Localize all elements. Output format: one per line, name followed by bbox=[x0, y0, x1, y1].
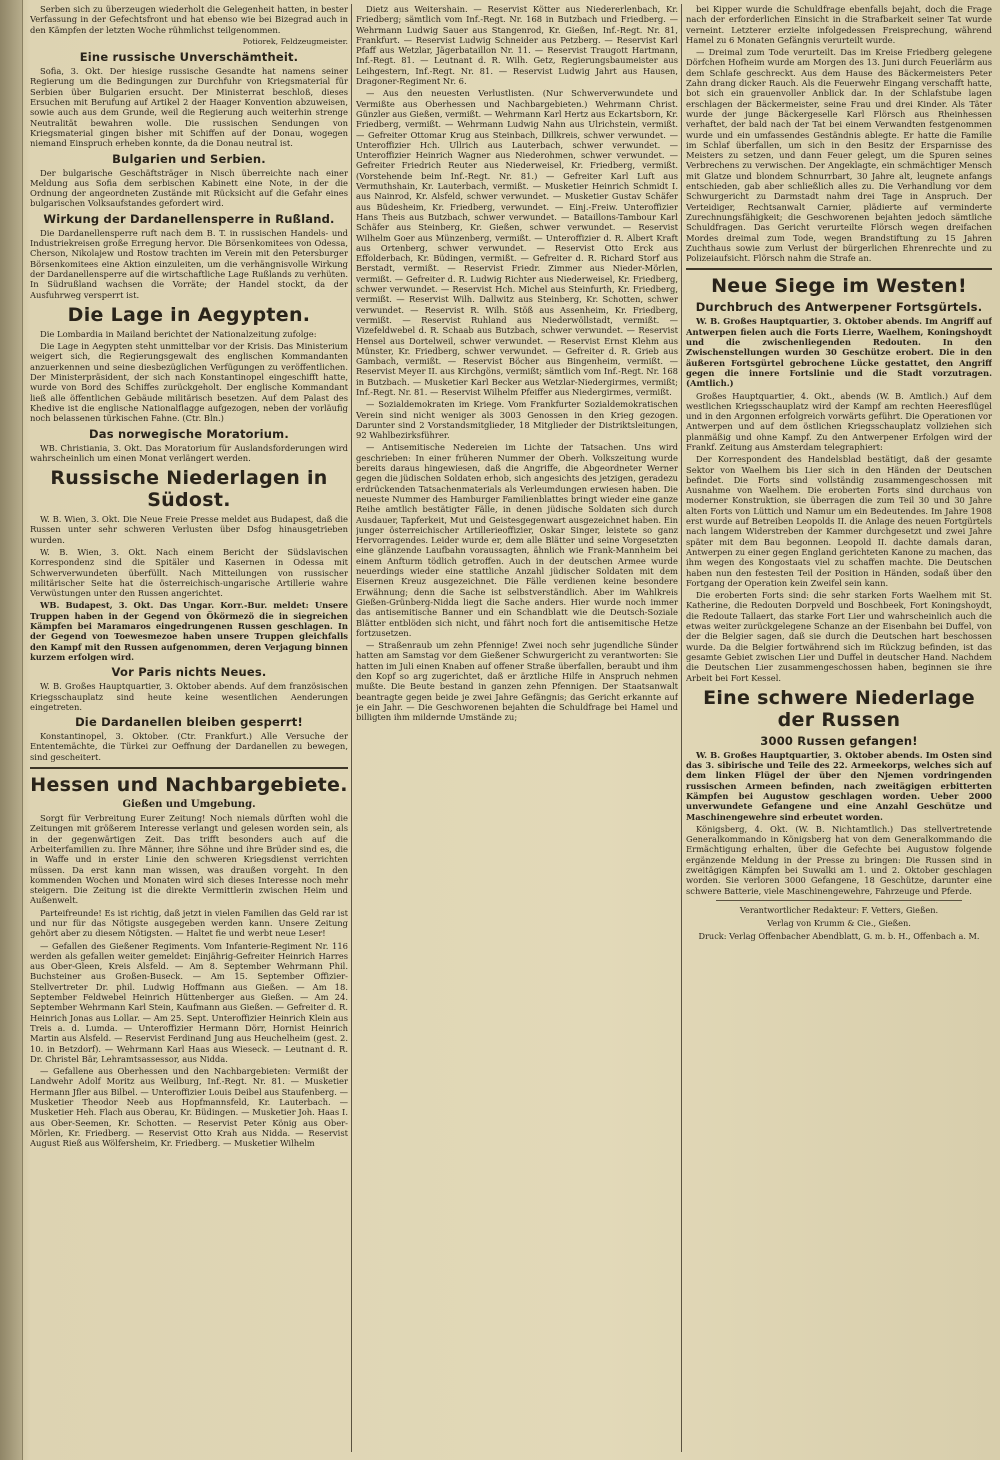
article-paragraph: W. B. Großes Hauptquartier, 3. Oktober abends. Auf dem französischen Kriegsschauplatz sind heute keine wesentlichen Aenderungen eingetreten. bbox=[30, 681, 348, 712]
article-paragraph: Der bulgarische Geschäftsträger in Nisch überreichte nach einer Meldung aus Sofia dem serbischen Kabinett eine Note, in der die Ordnung der angeordneten Zustände mit Rücksicht auf die Gefahr eines bulgarischen Volksaufstandes gefordert wird. bbox=[30, 167, 348, 209]
article-paragraph: W. B. Wien, 3. Okt. Die Neue Freie Presse meldet aus Budapest, daß die Russen unter sehr schweren Verlusten über Dsfog hinausgetrieben wurden. bbox=[30, 514, 348, 545]
article-paragraph: — Antisemitische Nedereien im Lichte der Tatsachen. Uns wird geschrieben: In einer früheren Nummer der Oberh. Volkszeitung wurde bereits daraus hingewiesen, daß die Angriffe, die Abgeordneter Werner gegen die jüdischen Soldaten erhob, sich angesichts des jetzigen, geradezu erdrückenden Tatsachenmaterials als Verleumdungen erwiesen haben. Die neueste Nummer des Hamburger Familienblattes bringt wieder eine ganze Reihe amtlich bestätigter Fälle, in denen jüdische Soldaten sich durch Ausdauer, Tapferkeit, Mut und Geistesgegenwart ausgezeichnet haben. Ein junger österreichischer Artillerieoffizier, Oskar Singer, leistete so ganz Hervorragendes. Leider wurde er, dem alle Blätter und seine Vorgesetzten eine glänzende Laufbahn voraussagten, ähnlich wie Frank-Mannheim bei einem Anfturm tödlich getroffen. Auch in der deutschen Armee wurde neuerdings wieder eine stattliche Anzahl jüdischer Soldaten mit dem Eisernen Kreuz ausgezeichnet. Die Fälle verdienen keine besondere Erwähnung; denn die Sache ist selbstverständlich. Aber im Wahlkreis Gießen-Grünberg-Nidda liegt die Sache anders. Hier wurde noch immer das antisemitische Banner und ein Schandblatt wie die Deutsch-Soziale Blätter entblöden sich nicht, und fährt noch fort die antisemitische Hetze fortzusetzen. bbox=[356, 442, 678, 638]
column-rule bbox=[681, 4, 682, 1452]
binding-margin bbox=[0, 0, 23, 1460]
column-2 bbox=[356, 4, 678, 1456]
section-headline: Hessen und Nachbargebiete. bbox=[30, 774, 348, 797]
article-paragraph: Die eroberten Forts sind: die sehr starken Forts Waelhem mit St. Katherine, die Redouten Dorpveld und Boschbeek, Fort Koningshoydt, die Redoute Tallaert, das starke Fort Lier und wahrscheinlich auch die etwas weiter zurückgelegene Schanze an der Eisenbahn bei Duffel, von der die Belgier sagen, daß sie durch die Deutschen hart beschossen wurde. Da die Belgier fortwährend sich im Rückzug befinden, ist das gesamte Gebiet zwischen Lier und Duffel in deutscher Hand. Nachdem die Deutschen Lier zusammengeschossen haben, beginnen sie ihre Arbeit bei Fort Kessel. bbox=[686, 590, 992, 683]
column-rule bbox=[351, 4, 352, 1452]
headline: Bulgarien und Serbien. bbox=[112, 151, 266, 166]
article-paragraph: W. B. Großes Hauptquartier, 3. Oktober abends. Im Angriff auf Antwerpen fielen auch die Forts Lierre, Waelhem, Koningshoydt und die zwischenliegenden Redouten. In den Zwischenstellungen wurden 30 Geschütze erobert. Die in den äußeren Fortsgürtel gebrochene Lücke gestattet, den Angriff gegen die innere Fortslinie und die Stadt vorzutragen. (Amtlich.) bbox=[686, 316, 992, 389]
footer-printer: Druck: Verlag Offenbacher Abendblatt, G. m. b. H., Offenbach a. M. bbox=[698, 930, 980, 941]
article-paragraph: bei Kipper wurde die Schuldfrage ebenfalls bejaht, doch die Frage nach der erforderlichen Einsicht in die Strafbarkeit seiner Tat wurde verneint. Letzterer erzielte infolgedessen Freisprechung, während Hamel zu 6 Monaten Gefängnis verurteilt wurde. bbox=[686, 4, 992, 45]
article-paragraph: WB. Christiania, 3. Okt. Das Moratorium für Auslandsforderungen wird wahrscheinlich um einen Monat verlängert werden. bbox=[30, 442, 348, 463]
subheadline: 3000 Russen gefangen! bbox=[760, 733, 918, 748]
headline: Eine schwere Niederlage der Russen bbox=[703, 686, 975, 731]
article-paragraph: WB. Budapest, 3. Okt. Das Ungar. Korr.-Bur. meldet: Unsere Truppen haben in der Gegend von Ökörmezö die in siegreichen Kämpfen bei Maramaros eingedrungenen Russen geschlagen. In der Gegend von Toewesmezoe haben unsere Truppen gleichfalls den Kampf mit den Russen aufgenommen, deren Verjagung binnen kurzem erfolgen wird. bbox=[30, 600, 348, 662]
footer-publisher: Verlag von Krumm & Cie., Gießen. bbox=[767, 917, 911, 928]
article-paragraph: W. B. Wien, 3. Okt. Nach einem Bericht der Südslavischen Korrespondenz sind die Spitäler und Kasernen in Odessa mit Schwerverwundeten überfüllt. Nach Mitteilungen von russischer militärischer Seite hat die österreichisch-ungarische Artillerie wahre Verwüstungen unter den Russen angerichtet. bbox=[30, 546, 348, 599]
article-paragraph: Die Lage in Aegypten steht unmittelbar vor der Krisis. Das Ministerium weigert sich, die Regierungsgewalt des englischen Kommandanten anzuerkennen und seine diesbezüglichen Verfügungen zu veröffentlichen. Der Ministerpräsident, der sich nach Konstantinopel eingeschifft hatte, wurde von Bord des Schiffes zurückgeholt. Der englische Kommandant ließ alle öffentlichen Gebäude militärisch besetzen. Auf dem Palast des Khedive ist die englische Nationalflagge aufgezogen, neben der vorläufig noch belassenen türkischen Fahne. (Ctr. Bln.) bbox=[30, 341, 348, 424]
article-paragraph: Konstantinopel, 3. Oktober. (Ctr. Frankfurt.) Alle Versuche der Ententemächte, die Türkei zur Oeffnung der Dardanellen zu bewegen, sind gescheitert. bbox=[30, 731, 348, 762]
article-paragraph: — Dreimal zum Tode verurteilt. Das im Kreise Friedberg gelegene Dörfchen Hofheim wurde am Morgen des 13. Juni durch Feuerlärm aus dem Schlafe geschreckt. Aus dem Hause des Bäckermeisters Peter Zahn drang dicker Rauch. Als die Feuerwehr Eingang verschafft hatte, bot sich ein grauenvoller Anblick dar. In der Schlafstube lagen erschlagen der Bäckermeister, seine Frau und drei Kinder. Als Täter wurde der junge Bäckergeselle Karl Flörsch aus Rheinhessen verhaftet, der bald nach der Tat bei einem Verwandten festgenommen wurde und ein umfassendes Geständnis ablegte. Er hatte die Familie im Schlaf überfallen, um sich in den Besitz der Ersparnisse des Meisters zu setzen, und dann Feuer gelegt, um die Spuren seines Verbrechens zu verwischen. Der Angeklagte, ein schmächtiger Mensch mit Glatze und blondem Schnurrbart, 30 Jahre alt, leugnete anfangs entschieden, gab aber schließlich alles zu. Die Verhandlung vor dem Schwurgericht zu Darmstadt nahm drei Tage in Anspruch. Der Verteidiger, Rechtsanwalt Carnier, plädierte auf verminderte Zurechnungsfähigkeit; die Geschworenen bejahten jedoch sämtliche Schuldfragen. Das Gericht verurteilte Flörsch wegen dreifachen Mordes dreimal zum Tode, wegen Brandstiftung zu 15 Jahren Zuchthaus sowie zum Verlust der bürgerlichen Ehrenrechte und zu Polizeiaufsicht. Flörsch nahm die Strafe an. bbox=[686, 47, 992, 264]
article-paragraph: Sofia, 3. Okt. Der hiesige russische Gesandte hat namens seiner Regierung um die Bedingungen zur Durchfuhr von Kriegsmaterial für Serbien über Bulgarien ersucht. Der Ministerrat beschloß, dieses Ersuchen mit Berufung auf Artikel 2 der Haager Konvention abzuweisen, sowie auch aus dem Grunde, weil die Regierung auch weiterhin strenge Neutralität bewahren wolle. Die russischen Sendungen von Kriegsmaterial gingen bisher mit Schiffen auf der Donau, wogegen niemand Einspruch erheben konnte, da die Donau neutral ist. bbox=[30, 66, 348, 149]
headline: Die Dardanellen bleiben gesperrt! bbox=[75, 715, 303, 730]
article-paragraph: Serben sich zu überzeugen wiederholt die Gelegenheit hatten, in bester Verfassung in der Gefechtsfront und hat ebenso wie bei Bizegrad auch in den Kämpfen der letzten Woche rühmlichst teilgenommen. bbox=[30, 4, 348, 35]
article-paragraph: — Sozialdemokraten im Kriege. Vom Frankfurter Sozialdemokratischen Verein sind nicht weniger als 3003 Genossen in den Krieg gezogen. Darunter sind 2 Vorstandsmitglieder, 18 Mitglieder der Distriktsleitungen, 92 Wahlbezirksführer. bbox=[356, 399, 678, 441]
article-paragraph: — Gefallen des Gießener Regiments. Vom Infanterie-Regiment Nr. 116 werden als gefallen weiter gemeldet: Einjährig-Gefreiter Heinrich Harres aus Ober-Gleen, Kreis Alsfeld. — Am 8. September Wehrmann Phil. Buchsteiner aus Großen-Buseck. — Am 15. September Offizier-Stellvertreter Dr. phil. Ludwig Hoffmann aus Gießen. — Am 18. September Feldwebel Heinrich Hüttenberger aus Gießen. — Am 24. September Wehrmann Karl Stein, Kaufmann aus Gießen. — Gefreiter d. R. Heinrich Jonas aus Lollar. — Am 25. Sept. Unteroffizier Heinrich Klein aus Treis a. d. Lumda. — Unteroffizier Hermann Dörr, Hornist Heinrich Martin aus Alsfeld. — Reservist Ferdinand Jung aus Heuchelheim (gest. 2. 10. in Betzdorf). — Wehrmann Karl Haas aus Wieseck. — Leutnant d. R. Dr. Christel Bär, Lehramtsassessor, aus Nidda. bbox=[30, 940, 348, 1064]
article-paragraph: Parteifreunde! Es ist richtig, daß jetzt in vielen Familien das Geld rar ist und nur für das Nötigste ausgegeben werden kann. Unsere Zeitung gehört aber zu diesem Nötigsten. — Haltet fie und werbt neue Leser! bbox=[30, 907, 348, 939]
subheadline: Durchbruch des Antwerpener Fortsgürtels. bbox=[695, 300, 983, 315]
article-paragraph: Dietz aus Weitershain. — Reservist Kötter aus Niedererlenbach, Kr. Friedberg; sämtlich vom Inf.-Regt. Nr. 168 in Butzbach und Friedberg. — Wehrmann Ludwig Sauer aus Stangenrod, Kr. Gießen, Inf.-Regt. Nr. 81, Frankfurt. — Reservist Ludwig Schneider aus Petzberg. — Reservist Karl Pfaff aus Wetzlar, Jägerbataillon Nr. 11. — Reservist Traugott Hartmann, Inf.-Regt. 81. — Leutnant d. R. Wilh. Getz, Regierungsbaumeister aus Leihgestern, Inf.-Regt. Nr. 81. — Reservist Ludwig Jahrt aus Hausen, Dragoner-Regiment Nr. 6. bbox=[356, 4, 678, 87]
headline: Wirkung der Dardanellensperre in Rußland. bbox=[43, 211, 335, 226]
article-paragraph: — Gefallene aus Oberhessen und den Nachbargebieten: Vermißt der Landwehr Adolf Moritz aus Weilburg, Inf.-Regt. Nr. 81. — Musketier Hermann Jfler aus Bilbel. — Unteroffizier Louis Deibel aus Staufenberg. — Musketier Theodor Neeb aus Hopfmannsfeld, Kr. Lauterbach. — Musketier Heh. Flach aus Oberau, Kr. Büdingen. — Musketier Joh. Haas I. aus Ober-Seemen, Kr. Schotten. — Reservist Peter König aus Ober-Mörlen, Kr. Friedberg. — Reservist Otto Krah aus Nidda. — Reservist August Rieß aus Wölfersheim, Kr. Friedberg. — Musketier Wilhelm bbox=[30, 1066, 348, 1149]
subheadline: Gießen und Umgebung. bbox=[122, 799, 256, 811]
article-paragraph: Königsberg, 4. Okt. (W. B. Nichtamtlich.) Das stellvertretende Generalkommando in Königsberg hat von dem Generalkommando die Ermächtigung erhalten, über die Gefechte bei Augustow folgende ergänzende Meldung in der Presse zu bringen: Die Russen sind in zweitägigen Kämpfen bei Suwalki am 1. und 2. Oktober geschlagen worden. Sie verloren 3000 Gefangene, 18 Geschütze, darunter eine schwere Batterie, viele Maschinengewehre, Fahrzeuge und Pferde. bbox=[686, 823, 992, 896]
article-paragraph: — Straßenraub um zehn Pfennige! Zwei noch sehr jugendliche Sünder hatten am Samstag vor dem Gießener Schwurgericht zu verantworten: Sie hatten im Juli einen Knaben auf offener Straße überfallen, beraubt und ihm den Kopf so arg zugerichtet, daß er ärztliche Hilfe in Anspruch nehmen mußte. Die Beute bestand in ganzen zehn Pfennigen. Der Staatsanwalt beantragte gegen beide je zwei Jahre Gefängnis; das Gericht erkannte auf je ein Jahr. — Die Geschworenen bejahten die Schuldfrage bei Hamel und billigten ihm mildernde Umstände zu; bbox=[356, 640, 678, 723]
column-1 bbox=[30, 4, 348, 1456]
article-paragraph: — Aus den neuesten Verlustlisten. (Nur Schwerverwundete und Vermißte aus Oberhessen und Nachbargebieten.) Wehrmann Christ. Günzler aus Gießen, vermißt. — Wehrmann Karl Hertz aus Eckartsborn, Kr. Friedberg, vermißt. — Wehrmann Ludwig Nahn aus Ulrichstein, vermißt. — Gefreiter Ottomar Krug aus Steinbach, Dillkreis, schwer verwundet. — Unteroffizier Hch. Ullrich aus Lauterbach, schwer verwundet. — Unteroffizier Heinrich Wagner aus Niederohmen, schwer verwundet. — Gefreiter Friedrich Reuter aus Niederweisel, Kr. Friedberg, vermißt. (Vorstehende beim Inf.-Regt. Nr. 81.) — Gefreiter Karl Luft aus Vermuthshain, Kr. Lauterbach, vermißt. — Musketier Heinrich Schmidt I. aus Nainrod, Kr. Alsfeld, schwer verwundet. — Musketier Gustav Schäfer aus Büdesheim, Kr. Friedberg, verwundet. — Einj.-Freiw. Unteroffizier Hans Theis aus Butzbach, schwer verwundet. — Bataillons-Tambour Karl Schäfer aus Steinberg, Kr. Gießen, schwer verwundet. — Reservist Wilhelm Goer aus Münzenberg, vermißt. — Unteroffizier d. R. Albert Kraft aus Ortenberg, schwer verwundet. — Reservist Otto Erck aus Effolderbach, Kr. Büdingen, vermißt. — Gefreiter d. R. Richard Storf aus Berstadt, vermißt. — Reservist Friedr. Zimmer aus Nieder-Mörlen, vermißt. — Gefreiter d. R. Ludwig Richter aus Niederweisel, Kr. Friedberg, schwer verwundet. — Reservist Hch. Michel aus Steinfurth, Kr. Friedberg, vermißt. — Reservist Wilh. Dallwitz aus Steinberg, Kr. Schotten, schwer verwundet. — Reservist R. Wilh. Stöß aus Assenheim, Kr. Friedberg, vermißt. — Reservist Ruhland aus Niederwöllstadt, vermißt. — Vizefeldwebel d. R. Schaab aus Butzbach, schwer verwundet. — Reservist Hensel aus Dortelweil, schwer verwundet. — Reservist Ernst Klehm aus Münster, Kr. Friedberg, schwer verwundet. — Gefreiter d. R. Grieb aus Gambach, vermißt. — Reservist Böcher aus Bingenheim, vermißt. — Reservist Meyer II. aus Kirchgöns, vermißt; sämtlich vom Inf.-Regt. Nr. 168 in Butzbach. — Musketier Karl Becker aus Wetzlar-Niedergirmes, vermißt; Inf.-Regt. Nr. 81. — Reservist Wilhelm Pfeiffer aus Niedergirmes, vermißt. bbox=[356, 88, 678, 397]
headline: Russische Niederlagen in Südost. bbox=[50, 467, 328, 512]
article-signature: Potiorek, Feldzeugmeister. bbox=[242, 36, 348, 46]
headline: Die Lage in Aegypten. bbox=[67, 303, 311, 326]
footer-divider bbox=[716, 900, 962, 901]
article-paragraph: Die Dardanellensperre ruft nach dem B. T. in russischen Handels- und Industriekreisen große Erregung hervor. Die Börsenkomitees von Odessa, Cherson, Nikolajew und Rostow trachten im Verein mit den Petersburger Börsenkomitees eine Aktion einzuleiten, um die verhängnisvolle Wirkung der Dardanellensperre auf die wirtschaftliche Lage Rußlands zu verhüten. In Südrußland wachsen die Vorräte; der Handel stockt, da der Ausfuhrweg versperrt ist. bbox=[30, 227, 348, 300]
article-paragraph: Die Lombardia in Mailand berichtet der Nationalzeitung zufolge: bbox=[40, 328, 317, 339]
headline: Vor Paris nichts Neues. bbox=[111, 665, 267, 680]
section-divider bbox=[30, 767, 348, 769]
headline: Neue Siege im Westen! bbox=[711, 275, 967, 298]
column-3 bbox=[686, 4, 992, 1456]
headline: Das norwegische Moratorium. bbox=[89, 426, 289, 441]
headline: Eine russische Unverschämtheit. bbox=[79, 50, 299, 65]
footer-editor: Verantwortlicher Redakteur: F. Vetters, Gießen. bbox=[739, 904, 939, 915]
article-paragraph: W. B. Großes Hauptquartier, 3. Oktober abends. Im Osten sind das 3. sibirische und Teile des 22. Armeekorps, welches sich auf dem linken Flügel der über den Njemen vordringenden russischen Armeen befinden, nach zweitägigen erbitterten Kämpfen bei Augustow geschlagen worden. Ueber 2000 unverwundete Gefangene und eine Anzahl Geschütze und Maschinengewehre sind erbeutet worden. bbox=[686, 749, 992, 822]
article-paragraph: Sorgt für Verbreitung Eurer Zeitung! Noch niemals dürften wohl die Zeitungen mit größerem Interesse verlangt und gelesen worden sein, als in der gegenwärtigen Zeit. Das trifft besonders auch auf die Arbeiterfamilien zu. Ihre Männer, ihre Söhne und ihre Brüder sind es, die in Waffe und in erster Linie den schweren Kriegsdienst verrichten müssen. Da erst kann man wissen, was draußen vorgeht. In den kommenden Wochen und Monaten wird sich dieses Interesse noch mehr steigern. Die Zeitung ist die direkte Vermittlerin zwischen Heim und Außenwelt. bbox=[30, 813, 348, 906]
article-paragraph: Der Korrespondent des Handelsblad bestätigt, daß der gesamte Sektor von Waelhem bis Lier sich in den Händen der Deutschen befindet. Die Forts sind vollständig zusammengeschossen mit Ausnahme von Waelhem. Die eroberten Forts sind durchaus von moderner Konstruktion, sie überragen die zum Teil 30 und 30 Jahre alten Forts von Lüttich und Namur um ein Bedeutendes. Im Jahre 1908 erst wurde auf Betreiben Leopolds II. die Anlage des neuen Fortgürtels nach langem Widerstreben der Kammer durchgesetzt und zwei Jahre später mit dem Bau begonnen. Leopold II. dachte damals daran, Antwerpen zu einer gegen England gerichteten Kanone zu machen, das ihm wegen des Kongostaats viel zu schaffen machte. Die Deutschen haben nun den festesten Teil der Position in Händen, sodaß über den Fortgang der Operation kein Zweifel sein kann. bbox=[686, 454, 992, 588]
section-divider bbox=[686, 268, 992, 270]
article-paragraph: Großes Hauptquartier, 4. Okt., abends (W. B. Amtlich.) Auf dem westlichen Kriegsschauplatz wird der Kampf am rechten Heeresflügel und in den Argonnen erfolgreich vorwärts geführt. Die Operationen vor Antwerpen und auf dem östlichen Kriegsschauplatz vollziehen sich planmäßig und ohne Kampf. Zu den Antwerpener Erfolgen wird der Frankf. Zeitung aus Amsterdam telegraphiert: bbox=[686, 390, 992, 452]
